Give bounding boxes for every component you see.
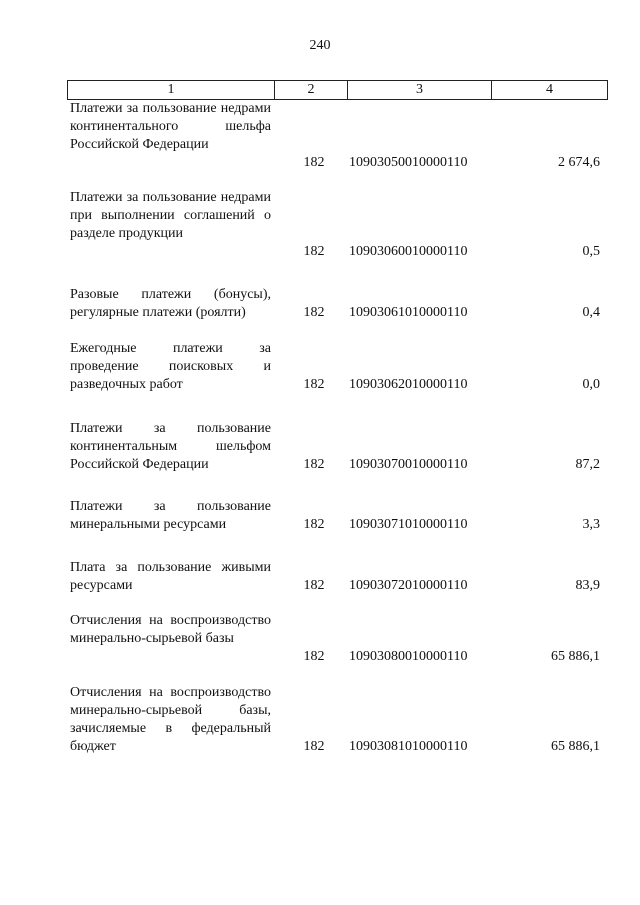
row-kbk: 10903081010000110: [349, 739, 468, 754]
table-row: [70, 340, 600, 394]
row-amount: 0,5: [582, 244, 600, 259]
table-row: [70, 684, 600, 756]
row-amount: 65 886,1: [551, 649, 600, 664]
row-name: Платежи за пользование минеральными ресурсами: [70, 499, 271, 532]
row-kbk: 10903072010000110: [349, 578, 468, 593]
row-kbk: 10903062010000110: [349, 377, 468, 392]
row-amount: 83,9: [575, 578, 600, 593]
table-row: [70, 420, 600, 474]
row-amount: 65 886,1: [551, 739, 600, 754]
row-name: Отчисления на воспроизводство минерально-сырьевой базы, зачисляемые в федеральный бюджет: [70, 685, 271, 754]
row-code: 182: [303, 457, 325, 472]
row-name: Платежи за пользование недрами при выполнении соглашений о разделе продукции: [70, 190, 271, 241]
row-amount: 2 674,6: [558, 155, 600, 170]
row-name: Разовые платежи (бонусы), регулярные платежи (роялти): [70, 287, 271, 320]
row-name: Отчисления на воспроизводство минерально-сырьевой базы: [70, 613, 271, 646]
row-amount: 3,3: [582, 517, 600, 532]
row-kbk: 10903050010000110: [349, 155, 468, 170]
table-row: [70, 612, 600, 666]
row-code: 182: [303, 649, 325, 664]
column-header-1: 1: [68, 81, 275, 99]
column-header-4: 4: [546, 82, 553, 97]
column-header-3: 3: [348, 81, 492, 99]
table-row: [70, 559, 600, 595]
row-code: 182: [303, 244, 325, 259]
row-amount: 87,2: [575, 457, 600, 472]
row-code: 182: [303, 739, 325, 754]
row-kbk: 10903071010000110: [349, 517, 468, 532]
table-row: [70, 189, 600, 261]
page-number: 240: [309, 38, 331, 53]
table-header: [67, 80, 608, 100]
row-kbk: 10903061010000110: [349, 305, 468, 320]
row-code: 182: [303, 517, 325, 532]
row-amount: 0,0: [582, 377, 600, 392]
row-code: 182: [303, 377, 325, 392]
row-amount: 0,4: [582, 305, 600, 320]
column-header-2: 2: [275, 81, 348, 99]
table-row: [70, 100, 600, 172]
row-name: Ежегодные платежи за проведение поисковых и разведочных работ: [70, 341, 271, 392]
row-name: Платежи за пользование недрами континентального шельфа Российской Федерации: [70, 101, 271, 152]
table-row: [70, 498, 600, 534]
row-kbk: 10903070010000110: [349, 457, 468, 472]
row-name: Платежи за пользование континентальным шельфом Российской Федерации: [70, 421, 271, 472]
row-kbk: 10903080010000110: [349, 649, 468, 664]
row-name: Плата за пользование живыми ресурсами: [70, 560, 271, 593]
row-kbk: 10903060010000110: [349, 244, 468, 259]
row-code: 182: [303, 578, 325, 593]
row-code: 182: [303, 155, 325, 170]
table-row: [70, 286, 600, 322]
row-code: 182: [303, 305, 325, 320]
